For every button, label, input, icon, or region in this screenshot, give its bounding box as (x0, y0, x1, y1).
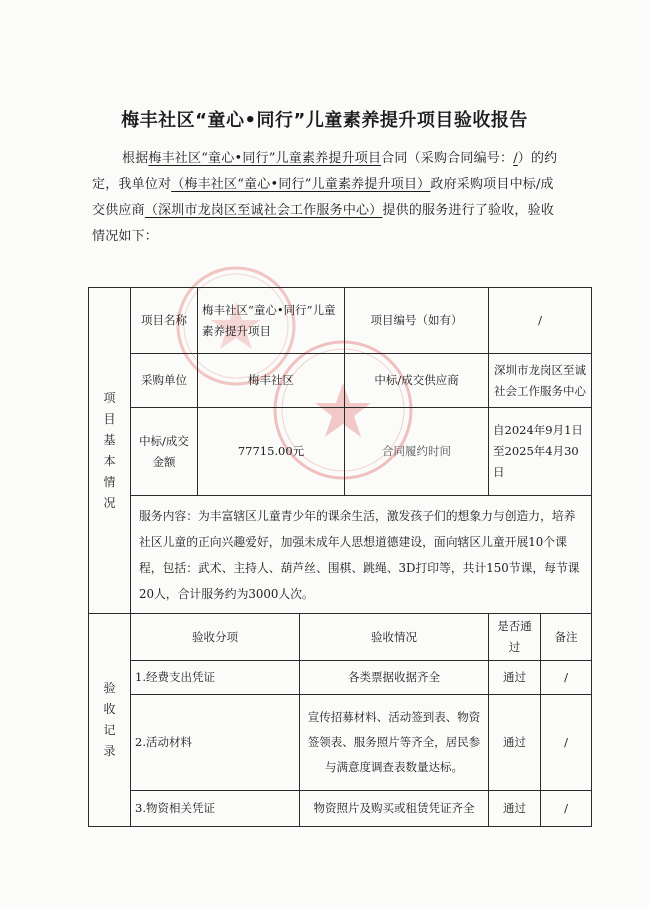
row-status: 各类票据收据齐全 (300, 661, 489, 695)
row-note: / (541, 791, 592, 827)
table-row (89, 661, 592, 695)
intro-project-name-paren: （梅丰社区“童心•同行”儿童素养提升项目） (171, 177, 431, 192)
purchaser-value: 梅丰社区 (198, 354, 345, 408)
supplier-label: 中标/成交供应商 (345, 354, 489, 408)
row-item: 2.活动材料 (131, 695, 300, 791)
intro-text-1: 根据 (122, 151, 149, 166)
header-item: 验收分项 (131, 614, 300, 661)
intro-contract-no: / (513, 151, 518, 166)
project-name-label: 项目名称 (131, 288, 198, 354)
header-status: 验收情况 (300, 614, 489, 661)
period-value: 自2024年9月1日至2025年4月30日 (489, 408, 592, 496)
page-title: 梅丰社区“童心•同行”儿童素养提升项目验收报告 (121, 110, 528, 131)
intro-paragraph (92, 146, 562, 250)
row-status: 宣传招募材料、活动签到表、物资签领表、服务照片等齐全，居民参与满意度调查表数量达标。 (300, 695, 489, 791)
row-passed: 通过 (489, 695, 541, 791)
acceptance-section-label: 验 收 记 录 (89, 614, 131, 827)
row-item: 3.物资相关凭证 (131, 791, 300, 827)
intro-text-5: 提供的服务进行了验收，验收情况如下： (92, 203, 555, 244)
intro-text-2: 合同（采购合同编号： (381, 151, 514, 166)
project-name-value: 梅丰社区“童心•同行”儿童素养提升项目 (198, 288, 345, 354)
intro-supplier: （深圳市龙岗区至诚社会工作服务中心） (144, 203, 383, 218)
supplier-value: 深圳市龙岗区至诚社会工作服务中心 (489, 354, 592, 408)
purchaser-label: 采购单位 (131, 354, 198, 408)
basic-info-section-label: 项 目 基 本 情 况 (89, 288, 131, 614)
intro-project-name: 梅丰社区“童心•同行”儿童素养提升项目 (148, 151, 382, 166)
row-status: 物资照片及购买或租赁凭证齐全 (300, 791, 489, 827)
table-row (89, 791, 592, 827)
row-passed: 通过 (489, 791, 541, 827)
acceptance-table (88, 287, 592, 827)
row-passed: 通过 (489, 661, 541, 695)
row-note: / (541, 661, 592, 695)
header-passed: 是否通过 (489, 614, 541, 661)
period-label: 合同履约时间 (345, 408, 489, 496)
amount-value: 77715.00元 (198, 408, 345, 496)
intro-text-4: 政府采购项目中标/成交供应商 (92, 177, 554, 218)
intro-text-3: ）的约定，我单位对 (92, 151, 558, 192)
project-no-value: / (489, 288, 592, 354)
table-row (89, 695, 592, 791)
amount-label: 中标/成交金额 (131, 408, 198, 496)
service-content: 服务内容：为丰富辖区儿童青少年的课余生活，激发孩子们的想象力与创造力，培养社区儿童的正向兴趣爱好，加强未成年人思想道德建设，面向辖区儿童开展10个课程，包括：武术、主持人、葫芦丝、围棋、跳绳、3D打印等，共计150节课，每节课20人，合计服务约为3000人次。 (131, 496, 592, 614)
project-no-label: 项目编号（如有） (345, 288, 489, 354)
row-item: 1.经费支出凭证 (131, 661, 300, 695)
header-note: 备注 (541, 614, 592, 661)
row-note: / (541, 695, 592, 791)
